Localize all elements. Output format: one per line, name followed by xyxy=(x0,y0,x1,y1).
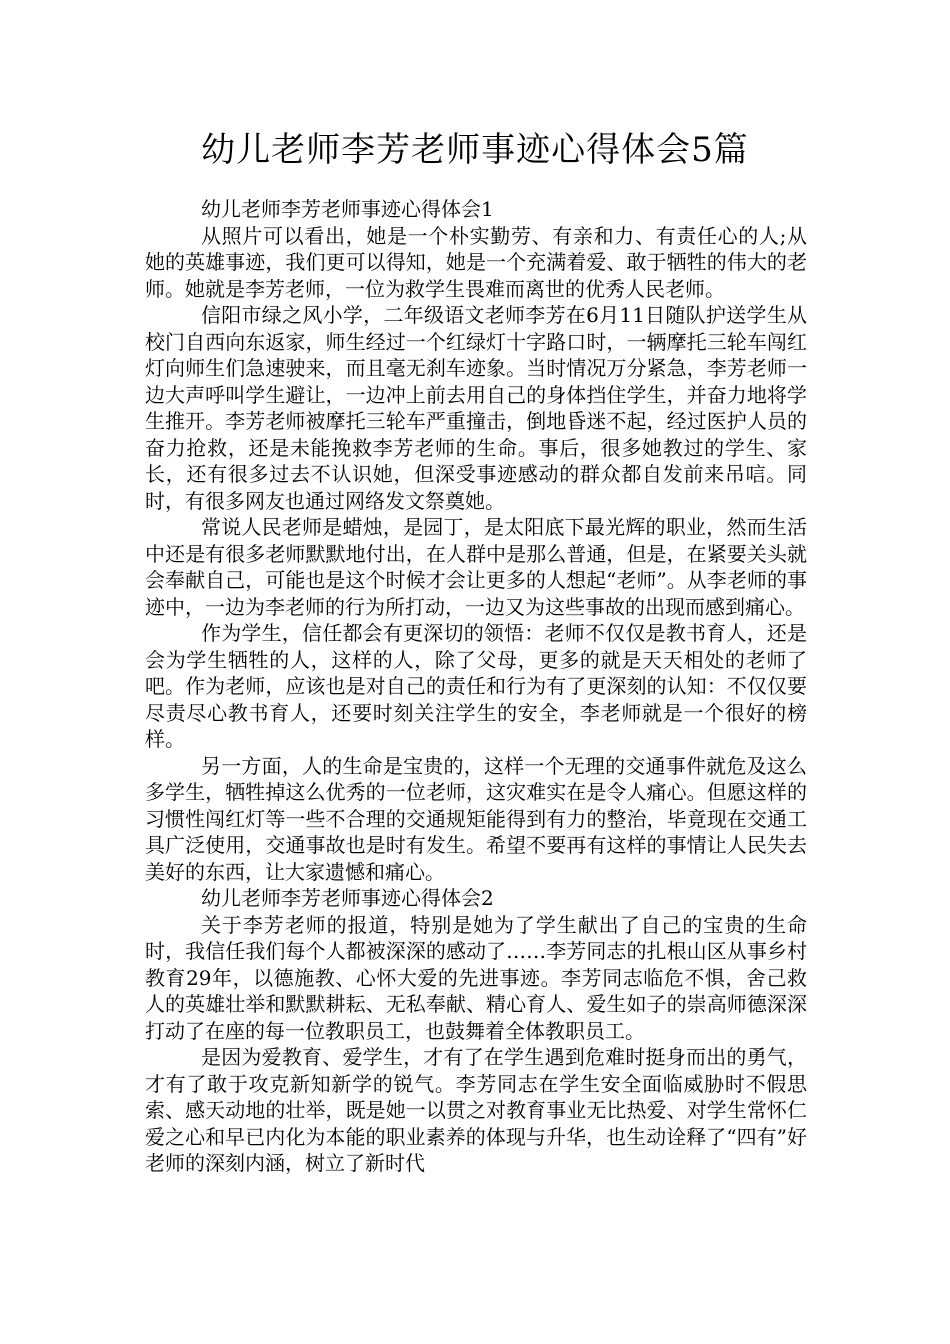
paragraph: 从照片可以看出，她是一个朴实勤劳、有亲和力、有责任心的人;从她的英雄事迹，我们更可以得知，她是一个充满着爱、敢于牺牲的伟大的老师。她就是李芳老师，一位为救学生畏难而离世的优秀人民老师。 xyxy=(145,223,807,301)
section-1 xyxy=(145,196,807,885)
paragraph: 关于李芳老师的报道，特别是她为了学生献出了自己的宝贵的生命时，我信任我们每个人都被深深的感动了……李芳同志的扎根山区从事乡村教育29年，以德施教、心怀大爱的先进事迹。李芳同志临危不惧，舍己救人的英雄壮举和默默耕耘、无私奉献、精心育人、爱生如子的崇高师德深深打动了在座的每一位教职员工，也鼓舞着全体教职员工。 xyxy=(145,912,807,1043)
section-2 xyxy=(145,885,807,1177)
paragraph: 另一方面，人的生命是宝贵的，这样一个无理的交通事件就危及这么多学生，牺牲掉这么优秀的一位老师，这灾难实在是令人痛心。但愿这样的习惯性闯红灯等一些不合理的交通规矩能得到有力的整治，毕竟现在交通工具广泛使用，交通事故也是时有发生。希望不要再有这样的事情让人民失去美好的东西，让大家遗憾和痛心。 xyxy=(145,753,807,884)
document-title: 幼儿老师李芳老师事迹心得体会5篇 xyxy=(201,130,749,170)
paragraph: 作为学生，信任都会有更深切的领悟：老师不仅仅是教书育人，还是会为学生牺牲的人，这样的人，除了父母，更多的就是天天相处的老师了吧。作为老师，应该也是对自己的责任和行为有了更深刻的认知：不仅仅要尽责尽心教书育人，还要时刻关注学生的安全，李老师就是一个很好的榜样。 xyxy=(145,621,807,751)
section-heading: 幼儿老师李芳老师事迹心得体会1 xyxy=(201,197,494,221)
paragraph: 信阳市绿之风小学，二年级语文老师李芳在6月11日随队护送学生从校门自西向东返家，师生经过一个红绿灯十字路口时，一辆摩托三轮车闯红灯向师生们急速驶来，而且毫无刹车迹象。当时情况万分紧急，李芳老师一边大声呼叫学生避让，一边冲上前去用自己的身体挡住学生，并奋力地将学生推开。李芳老师被摩托三轮车严重撞击，倒地昏迷不起，经过医护人员的奋力抢救，还是未能挽救李芳老师的生命。事后，很多她教过的学生、家长，还有很多过去不认识她，但深受事迹感动的群众都自发前来吊唁。同时，有很多网友也通过网络发文祭奠她。 xyxy=(145,303,807,513)
paragraph: 常说人民老师是蜡烛，是园丁，是太阳底下最光辉的职业，然而生活中还是有很多老师默默地付出，在人群中是那么普通，但是，在紧要关头就会奉献自己，可能也是这个时候才会让更多的人想起“老师”。从李老师的事迹中，一边为李老师的行为所打动，一边又为这些事故的出现而感到痛心。 xyxy=(145,515,807,619)
section-heading: 幼儿老师李芳老师事迹心得体会2 xyxy=(201,886,494,910)
document-body xyxy=(145,196,807,1177)
paragraph: 是因为爱教育、爱学生，才有了在学生遇到危难时挺身而出的勇气，才有了敢于攻克新知新学的锐气。李芳同志在学生安全面临威胁时不假思索、感天动地的壮举，既是她一以贯之对教育事业无比热爱、对学生常怀仁爱之心和早已内化为本能的职业素养的体现与升华，也生动诠释了“四有”好老师的深刻内涵，树立了新时代 xyxy=(145,1045,807,1175)
